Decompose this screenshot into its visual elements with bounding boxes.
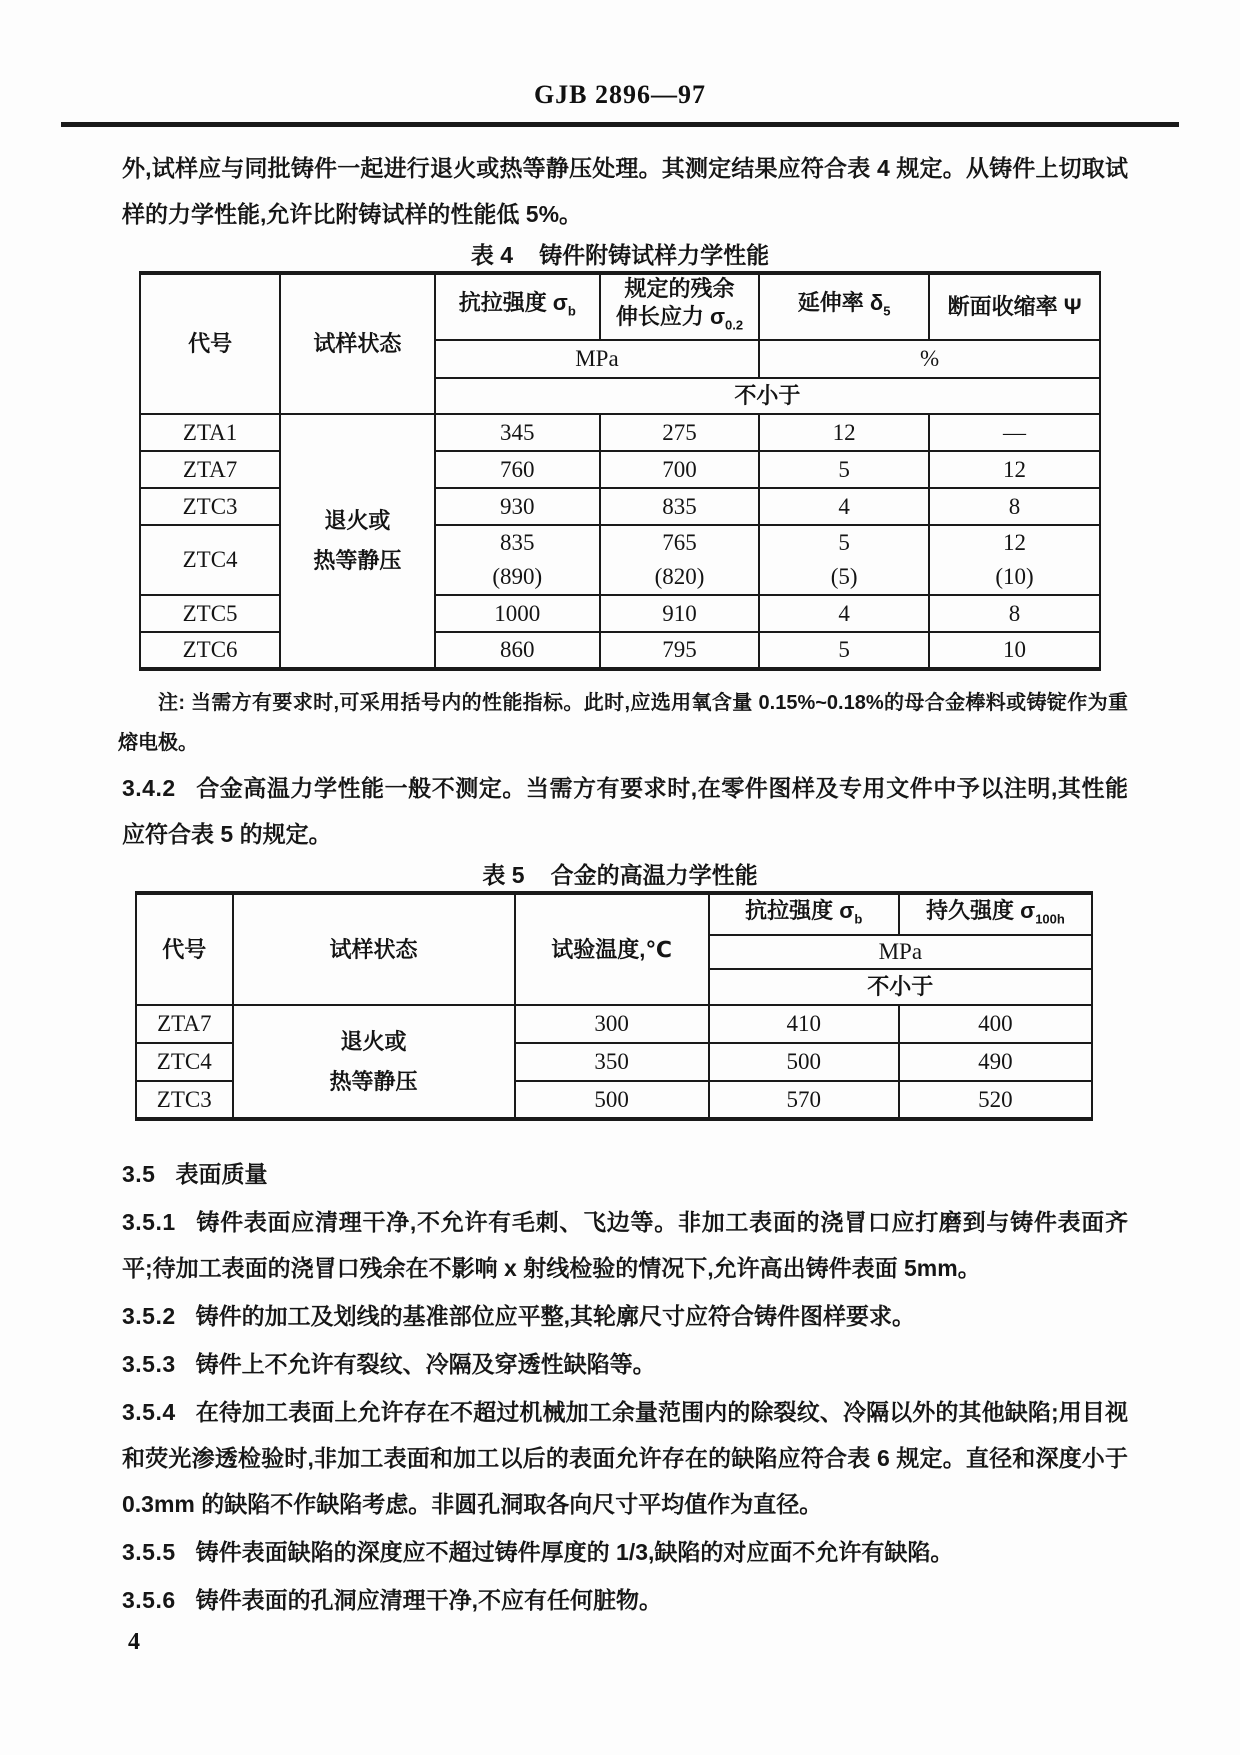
cell-yield: 700 (600, 451, 759, 488)
section-3-5-heading (122, 1151, 1128, 1197)
section-title: 表面质量 (175, 1161, 268, 1188)
cell-elongation: 5 (759, 632, 929, 669)
intro-paragraph: 外,试样应与同批铸件一起进行退火或热等静压处理。其测定结果应符合表 4 规定。从铸件上切取试样的力学性能,允许比附铸试样的性能低 5%。 (122, 155, 1128, 227)
cell-elongation: 4 (759, 595, 929, 632)
cell-elongation: 5 (759, 451, 929, 488)
cell-reduction: — (929, 414, 1100, 451)
state-line1: 退火或 (324, 508, 391, 534)
cell-reduction (929, 525, 1100, 595)
th-tensile (435, 273, 600, 340)
cell-code: ZTC4 (140, 525, 280, 595)
section-3-5-5 (122, 1529, 1128, 1575)
doc-title: GJB 2896—97 (533, 80, 707, 109)
th-state: 试样状态 (280, 273, 435, 414)
table4-title-label: 表 4 (470, 242, 514, 268)
th-state: 试样状态 (233, 893, 515, 1005)
cell-tensile: 500 (709, 1043, 899, 1081)
th-reduction: 断面收缩率 Ψ (929, 273, 1100, 340)
state-line1: 退火或 (340, 1028, 407, 1054)
value-paren: (890) (492, 564, 543, 590)
th-yield-line2: 伸长应力 σ (615, 304, 726, 329)
cell-code: ZTC3 (140, 488, 280, 525)
cell-reduction: 8 (929, 595, 1100, 632)
value-paren: (10) (995, 564, 1034, 590)
th-yield (600, 273, 759, 340)
th-elongation-label: 延伸率 δ (797, 290, 884, 315)
cell-tensile: 410 (709, 1005, 899, 1043)
table4 (139, 271, 1101, 671)
state-line2: 热等静压 (313, 548, 402, 574)
cell-yield: 795 (600, 632, 759, 669)
cell-reduction: 8 (929, 488, 1100, 525)
section-3-5-3 (122, 1341, 1128, 1387)
section-3-5-1 (122, 1199, 1128, 1291)
value-paren: (820) (654, 564, 705, 590)
section-text: 合金高温力学性能一般不测定。当需方有要求时,在零件图样及专用文件中予以注明,其性能应符合表 5 的规定。 (122, 775, 1128, 848)
cell-state-merged (280, 414, 435, 669)
cell-endurance: 490 (899, 1043, 1092, 1081)
table-row (140, 414, 1100, 451)
table5-title (0, 859, 1240, 891)
note-label: 注: (158, 692, 186, 715)
section-text: 铸件表面的孔洞应清理干净,不应有任何脏物。 (195, 1587, 663, 1614)
table5-title-label: 表 5 (482, 862, 525, 889)
th-yield-line1: 规定的残余 (624, 276, 735, 301)
th-temperature: 试验温度,℃ (515, 893, 709, 1005)
value-main: 5 (838, 530, 850, 556)
th-elongation (759, 273, 929, 340)
th-tensile-label: 抗拉强度 σ (745, 897, 855, 923)
cell-yield: 910 (600, 595, 759, 632)
cell-code: ZTA7 (140, 451, 280, 488)
table5 (135, 891, 1093, 1121)
note-text: 当需方有要求时,可采用括号内的性能指标。此时,应选用氧含量 0.15%~0.18%的母合金棒料或铸锭作为重熔电极。 (118, 692, 1128, 755)
section-3-5-6 (122, 1577, 1128, 1623)
th-endurance-label: 持久强度 σ (926, 897, 1036, 923)
cell-elongation: 12 (759, 414, 929, 451)
subscript: b (567, 303, 576, 319)
th-code: 代号 (140, 273, 280, 414)
cell-tensile: 1000 (435, 595, 600, 632)
state-line2: 热等静压 (329, 1068, 418, 1094)
cell-reduction: 10 (929, 632, 1100, 669)
cell-tensile: 930 (435, 488, 600, 525)
section-text: 铸件上不允许有裂纹、冷隔及穿透性缺陷等。 (195, 1351, 656, 1378)
subscript: b (854, 911, 863, 927)
section-3-5-4 (122, 1389, 1128, 1527)
section-text: 铸件表面缺陷的深度应不超过铸件厚度的 1/3,缺陷的对应面不允许有缺陷。 (195, 1539, 954, 1566)
cell-code: ZTC3 (136, 1081, 233, 1119)
section-number: 3.5.2 (122, 1303, 176, 1330)
section-3-5-2 (122, 1293, 1128, 1339)
table4-header-row-1 (140, 273, 1100, 340)
section-number: 3.5 (122, 1161, 156, 1188)
section-number: 3.4.2 (122, 775, 176, 802)
section-text: 铸件的加工及划线的基准部位应平整,其轮廓尺寸应符合铸件图样要求。 (195, 1303, 916, 1330)
cell-code: ZTA1 (140, 414, 280, 451)
cell-tensile: 345 (435, 414, 600, 451)
th-endurance (899, 893, 1092, 935)
section-3-4-2 (122, 765, 1128, 857)
cell-code: ZTA7 (136, 1005, 233, 1043)
section-number: 3.5.1 (122, 1209, 176, 1236)
th-limit: 不小于 (709, 969, 1092, 1005)
page-number: 4 (128, 1629, 140, 1656)
cell-temperature: 350 (515, 1043, 709, 1081)
cell-temperature: 500 (515, 1081, 709, 1119)
cell-state-merged (233, 1005, 515, 1119)
cell-code: ZTC5 (140, 595, 280, 632)
th-limit: 不小于 (435, 378, 1100, 414)
header-rule (61, 122, 1179, 127)
cell-code: ZTC6 (140, 632, 280, 669)
cell-code: ZTC4 (136, 1043, 233, 1081)
cell-endurance: 520 (899, 1081, 1092, 1119)
cell-tensile: 860 (435, 632, 600, 669)
cell-yield (600, 525, 759, 595)
th-unit-mpa: MPa (435, 340, 759, 378)
cell-tensile: 570 (709, 1081, 899, 1119)
subscript: 5 (883, 303, 891, 319)
table5-header-row-1 (136, 893, 1092, 935)
table5-title-text: 合金的高温力学性能 (550, 862, 758, 889)
table4-title (0, 239, 1240, 271)
cell-yield: 275 (600, 414, 759, 451)
th-unit-mpa: MPa (709, 935, 1092, 969)
section-number: 3.5.3 (122, 1351, 176, 1378)
table-row (136, 1005, 1092, 1043)
cell-temperature: 300 (515, 1005, 709, 1043)
cell-yield: 835 (600, 488, 759, 525)
cell-elongation: 4 (759, 488, 929, 525)
subscript: 100h (1035, 911, 1065, 927)
section-number: 3.5.5 (122, 1539, 176, 1566)
table4-note (118, 683, 1128, 763)
cell-tensile (435, 525, 600, 595)
th-tensile-label: 抗拉强度 σ (458, 290, 568, 315)
cell-tensile: 760 (435, 451, 600, 488)
value-main: 12 (1003, 530, 1027, 556)
cell-reduction: 12 (929, 451, 1100, 488)
th-tensile (709, 893, 899, 935)
cell-elongation (759, 525, 929, 595)
cell-endurance: 400 (899, 1005, 1092, 1043)
value-main: 835 (500, 530, 535, 556)
value-main: 765 (662, 530, 697, 556)
section-text: 铸件表面应清理干净,不允许有毛刺、飞边等。非加工表面的浇冒口应打磨到与铸件表面齐平;待加工表面的浇冒口残余在不影响 x 射线检验的情况下,允许高出铸件表面 5mm。 (122, 1209, 1128, 1282)
th-code: 代号 (136, 893, 233, 1005)
subscript: 0.2 (725, 317, 744, 333)
section-text: 在待加工表面上允许存在不超过机械加工余量范围内的除裂纹、冷隔以外的其他缺陷;用目视和荧光渗透检验时,非加工表面和加工以后的表面允许存在的缺陷应符合表 6 规定。直径和深度小于 0.3mm 的缺陷不作缺陷考虑。非圆孔洞取各向尺寸平均值作为直径。 (122, 1399, 1128, 1518)
section-number: 3.5.6 (122, 1587, 176, 1614)
table4-title-text: 铸件附铸试样力学性能 (539, 242, 770, 268)
value-paren: (5) (830, 564, 858, 590)
section-number: 3.5.4 (122, 1399, 176, 1426)
th-unit-percent: % (759, 340, 1100, 378)
